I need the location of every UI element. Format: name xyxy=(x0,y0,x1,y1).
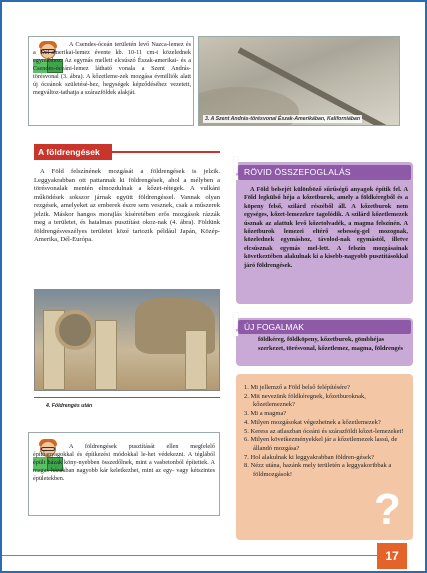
exclamation-icon-2: ! xyxy=(230,306,242,344)
summary-box xyxy=(236,162,413,304)
question-item: 1. Mi jellemző a Föld belső felépítésére? xyxy=(244,384,350,391)
bottom-text: A földrengések pusztítását ellen megfelelő építőanyagokkal és építkezési módokkal le-het védekezni. A téglából épült házak köny-nyebben összedőlnek, mint a vasbetonból építettek. A magas házakban nagyobb kár keletkezhet, mint az egy- vagy kétszintes épületekben. xyxy=(33,443,215,482)
question-item: 4. Milyen mozgásokat végezhetnek a kőzetlemezek? xyxy=(244,418,381,426)
exclamation-icon: ! xyxy=(230,150,242,188)
question-item: 2. Mit nevezünk földkéregnek, kőzetburoknak, kőzetlemeznek? xyxy=(244,392,366,409)
section-heading: A földrengések xyxy=(34,144,112,160)
question-item: 8. Nézz utána, hazánk mely területén a leggyakoribbak a földmozgások! xyxy=(244,462,392,479)
page-number: 17 xyxy=(377,543,407,569)
intro-box xyxy=(28,36,194,126)
photo1-caption: 3. A Szent András-törésvonal Észak-Amerikában, Kaliforniában xyxy=(205,116,361,122)
summary-title: RÖVID ÖSSZEFOGLALÁS xyxy=(238,165,411,180)
question-list xyxy=(244,384,404,480)
earthquake-ruins-photo xyxy=(34,289,220,391)
san-andreas-photo xyxy=(198,36,400,126)
section-body: A Föld felszínének mozgását a földrengések is jelzik. Leggyakrabban ott pattannak ki földrengések, ahol a mélyben a törésvonalak mentén elmozdulnak a kőzet-rétegek. A vulkáni működések sokszor járnak együtt földrengéssel. Vannak olyan rezgések, amelyeket az emberek észre sem vesznek, csak a műszerek jelzik. Máskor hangos morajlás kíséretében erős mozgások rázzák meg a területet, és hatalmas pusztítást okoz-nak (4. ábra). Földünk földrengésveszélyes területei közé tartozik például Japán, Közép-Amerika, Dél-Európa. xyxy=(34,168,220,244)
question-item: 6. Milyen következményekkel jár a kőzetlemezek lassú, de állandó mozgása? xyxy=(244,436,398,452)
question-item: 3. Mi a magma? xyxy=(244,410,287,418)
question-mark-icon: ? xyxy=(374,485,401,534)
caption-rule xyxy=(34,397,220,398)
question-item: 7. Hol alakulnak ki leggyakrabban földren-gések? xyxy=(244,453,374,461)
question-item: 5. Keress az atlaszban óceáni és szárazföldi kőzet-lemezeket! xyxy=(244,427,404,435)
new-concepts-title: ÚJ FOGALMAK xyxy=(238,320,411,334)
bottom-box xyxy=(28,432,220,516)
new-concepts-box xyxy=(236,318,413,366)
footer-rule xyxy=(2,555,377,556)
photo2-caption: 4. Földrengés után xyxy=(46,403,93,409)
summary-text: A Föld belsejét különböző sűrűségű anyagok építik fel. A Föld legkülső héja a kőzetburok, amely a földkéregből és a köpeny felső, szilárd részéből áll. A kőzetburok nem egységes, kőzet-lemezekre tagolódik. A szilárd kőzetlemezek úsznak az alattuk levő kőzetolvadék, a magma felszínén. A kőzetburok lemezei eltérő sebesség-gel mozognak, közelednek egymáshoz, távolod-nak egymástól, illetve elcsúsznak egymás mel-lett. A felszín mozgásainak következtében alakulnak ki a kisebb-nagyobb pusztításokkal járó földrengések. xyxy=(244,186,408,269)
intro-text: A Csendes-óceán területén levő Nazca-lemez és a Dél-amerikai-lemez évente kb. 10-11 cm-t közelednek egymáshoz. Az egymás mellett elcsúszó Észak-amerikai- és a Csendes-óceáni-lemez látható vonala a Szent András-törésvonal (3. ábra). A kőzetleme-zek mozgása évmilliók alatt új óceánok születésé-hez, hegységek képződéséhez vezetett, megváltoz-tathatja a szárazföldek alakját. xyxy=(33,41,191,96)
new-concepts-text: földkéreg, földköpeny, kőzetburok, gömbhéjas szerkezet, törésvonal, kőzetlemez, magma, földrengés xyxy=(258,336,404,352)
heading-rule xyxy=(112,151,220,153)
